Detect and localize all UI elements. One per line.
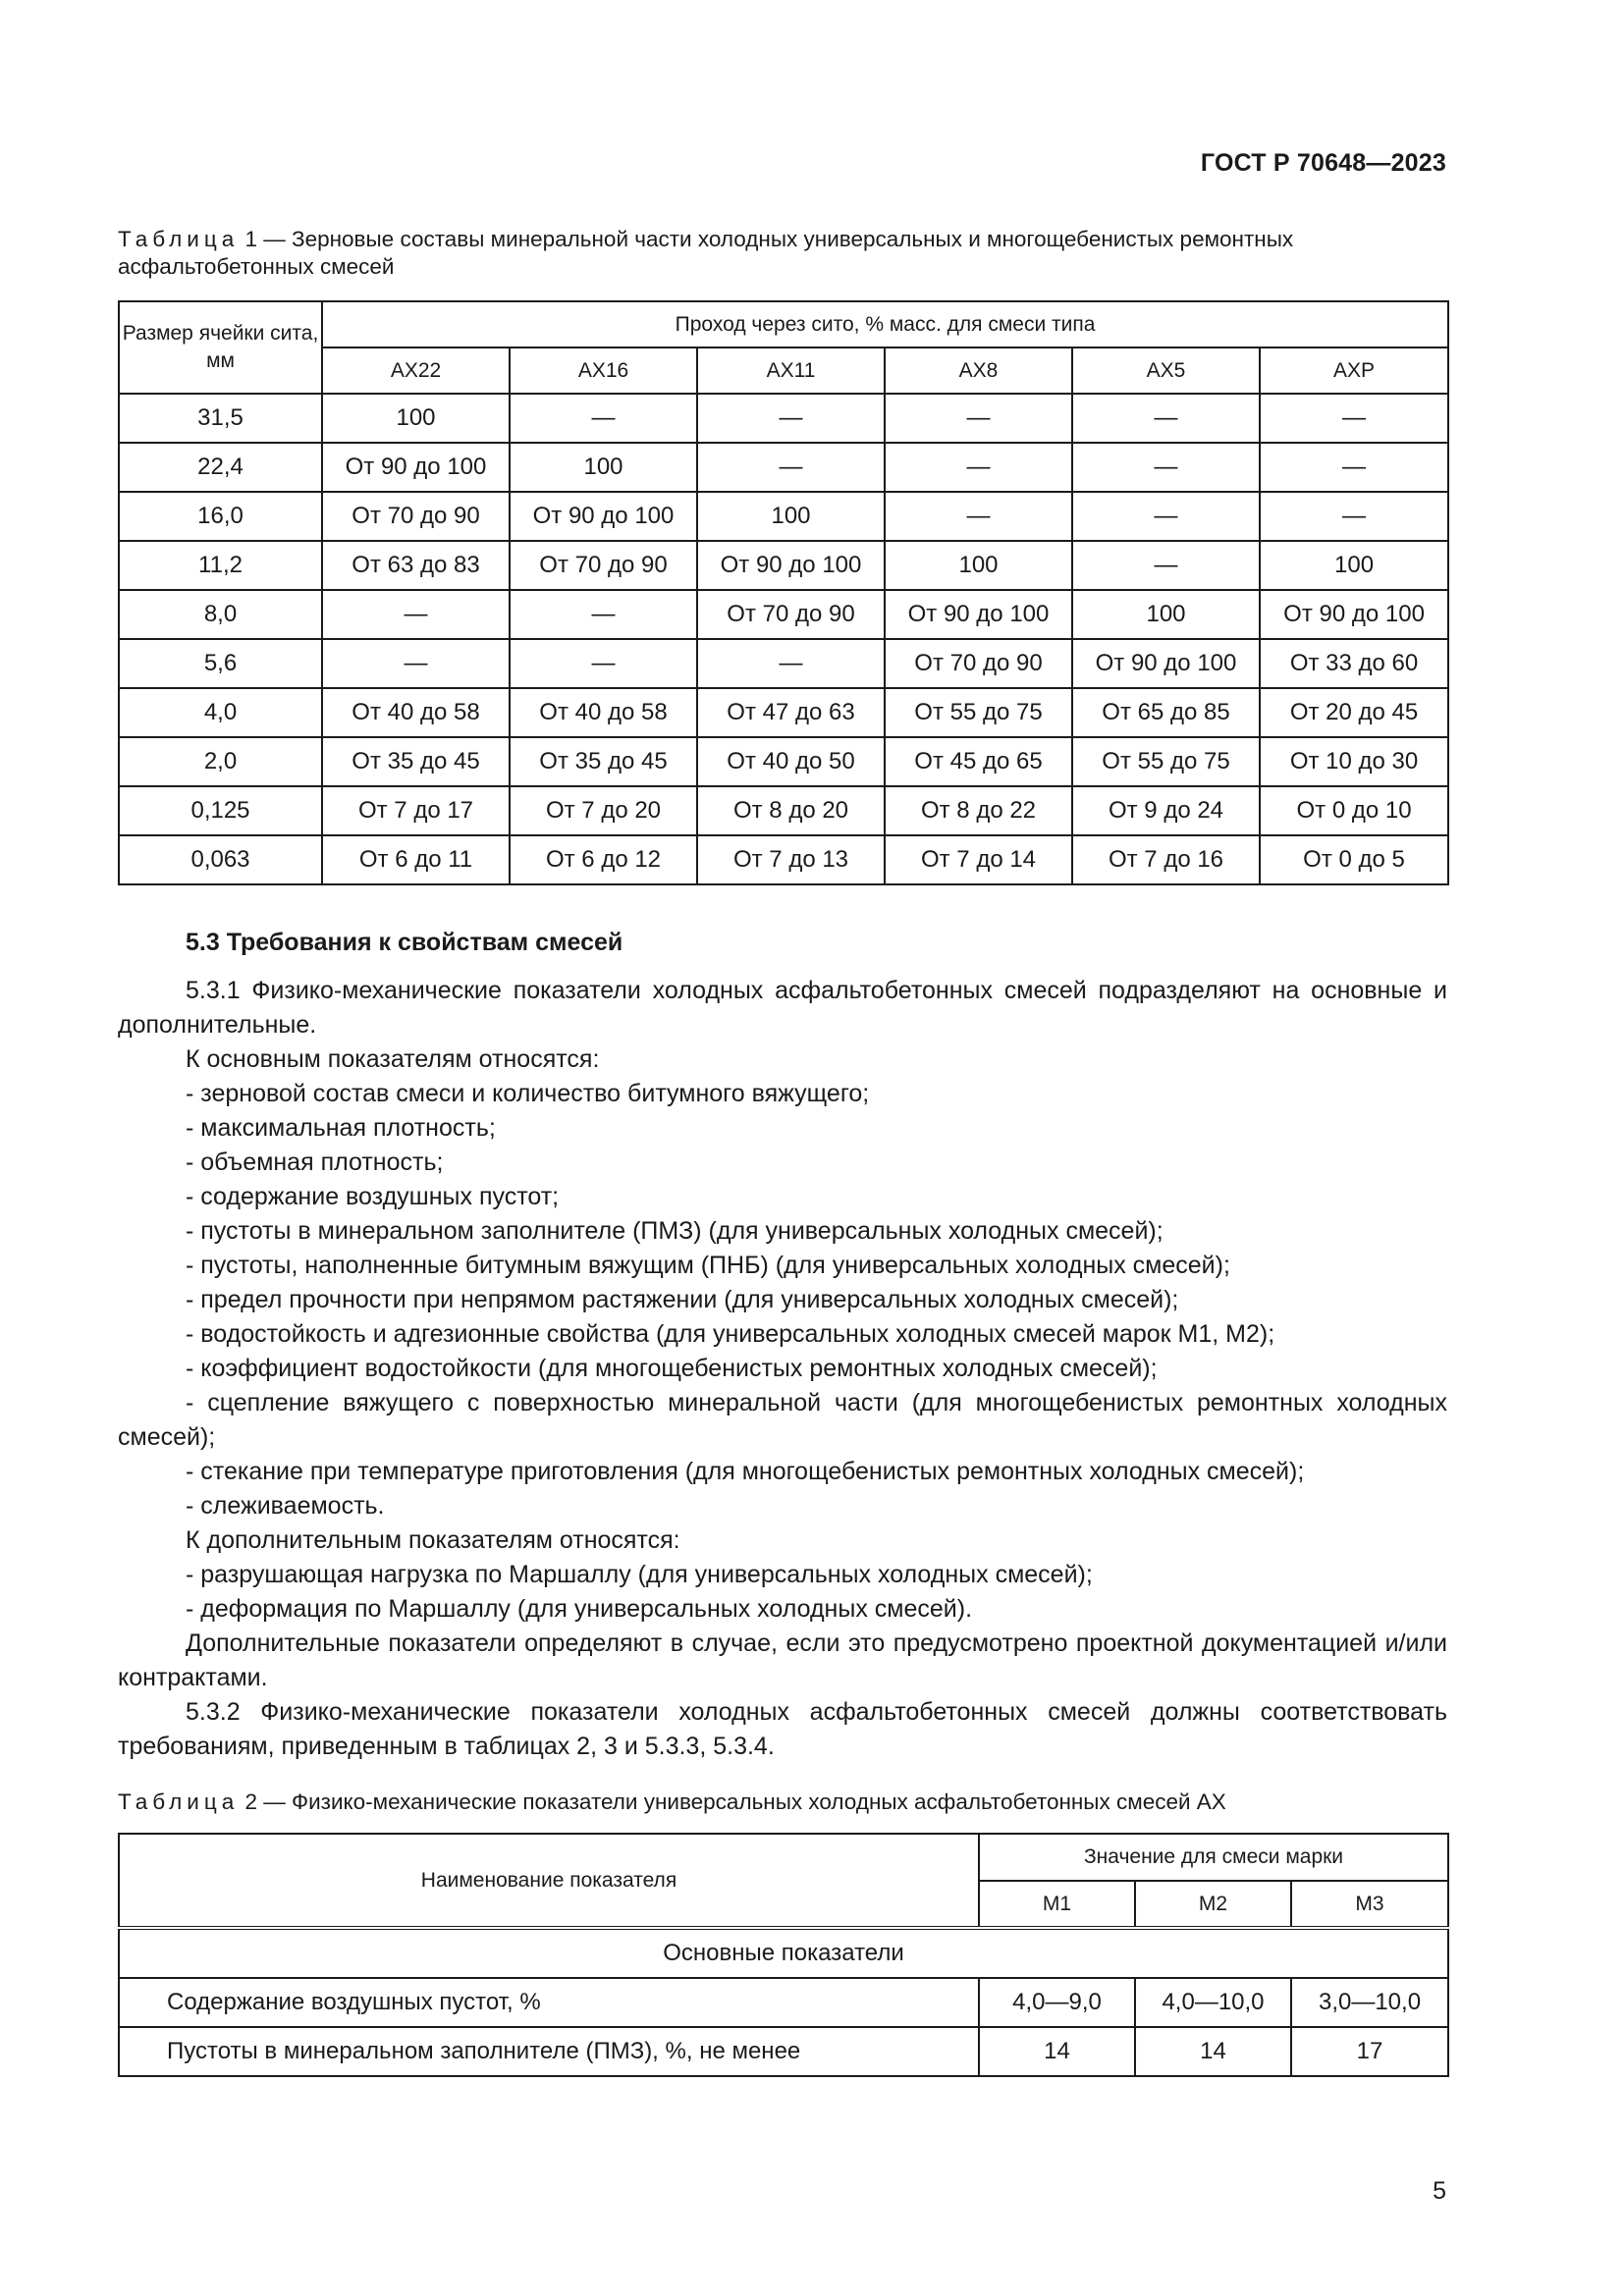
table1-cell: — xyxy=(697,394,885,443)
table1-cell: От 20 до 45 xyxy=(1260,688,1448,737)
table1-cell: — xyxy=(510,394,697,443)
table1-cell: От 9 до 24 xyxy=(1072,786,1260,835)
table1-cell: — xyxy=(1072,492,1260,541)
table1-row xyxy=(119,394,1448,443)
table1-cell: — xyxy=(322,639,510,688)
table1-cell: От 40 до 50 xyxy=(697,737,885,786)
table1-caption xyxy=(118,226,1447,281)
table1-cell: От 90 до 100 xyxy=(697,541,885,590)
table1-cell: — xyxy=(1072,541,1260,590)
table1-cell: — xyxy=(697,443,885,492)
table2-row xyxy=(119,1978,1448,2027)
table1-cell: От 35 до 45 xyxy=(322,737,510,786)
table1-row xyxy=(119,835,1448,884)
table2-row xyxy=(119,2027,1448,2076)
table1-cell: От 63 до 83 xyxy=(322,541,510,590)
table1-cell: От 35 до 45 xyxy=(510,737,697,786)
main-indicators-intro: К основным показателям относятся: xyxy=(186,1045,600,1073)
paragraph-5-3-1: 5.3.1 Физико-механические показатели холодных асфальтобетонных смесей подразделяют на основные и дополнительные. xyxy=(118,977,1447,1039)
table1-cell: От 33 до 60 xyxy=(1260,639,1448,688)
document-header: ГОСТ Р 70648—2023 xyxy=(1200,149,1446,177)
list-item: - пустоты, наполненные битумным вяжущим (ПНБ) (для универсальных холодных смесей); xyxy=(186,1252,1230,1279)
table1-sieve-size: 5,6 xyxy=(119,639,322,688)
table1-sieve-size: 11,2 xyxy=(119,541,322,590)
table2-grade: М3 xyxy=(1291,1881,1448,1928)
table1-cell: От 40 до 58 xyxy=(510,688,697,737)
table1-cell: — xyxy=(322,590,510,639)
table1-cell: От 65 до 85 xyxy=(1072,688,1260,737)
list-item: - слеживаемость. xyxy=(186,1492,385,1520)
list-item: - пустоты в минеральном заполнителе (ПМЗ) (для универсальных холодных смесей); xyxy=(186,1217,1164,1245)
table1-caption-word: Таблица xyxy=(118,227,240,251)
table1-cell: От 47 до 63 xyxy=(697,688,885,737)
table1-mix-type: АХ11 xyxy=(697,347,885,394)
table1-cell: От 40 до 58 xyxy=(322,688,510,737)
table1-sieve-size: 22,4 xyxy=(119,443,322,492)
table1-cell: 100 xyxy=(510,443,697,492)
table1-cell: От 8 до 20 xyxy=(697,786,885,835)
table1-cell: От 70 до 90 xyxy=(510,541,697,590)
table1-sieve-size: 2,0 xyxy=(119,737,322,786)
table2-caption-text: 2 — Физико-механические показатели универсальных холодных асфальтобетонных смесей АХ xyxy=(239,1789,1226,1814)
table1-sieve-size: 0,125 xyxy=(119,786,322,835)
table1-cell: — xyxy=(1260,443,1448,492)
table1-row xyxy=(119,639,1448,688)
section-5-3 xyxy=(118,926,1447,1764)
list-item: - разрушающая нагрузка по Маршаллу (для универсальных холодных смесей); xyxy=(186,1561,1093,1588)
table1-cell: — xyxy=(885,443,1072,492)
page-number: 5 xyxy=(1433,2177,1446,2205)
table1-cell: 100 xyxy=(885,541,1072,590)
table1-sieve-size: 0,063 xyxy=(119,835,322,884)
table1-cell: От 7 до 13 xyxy=(697,835,885,884)
main-indicators-list xyxy=(118,1077,1447,1523)
table1-cell: От 70 до 90 xyxy=(322,492,510,541)
table1-cell: От 45 до 65 xyxy=(885,737,1072,786)
table1-cell: — xyxy=(885,492,1072,541)
table1-sieve-size: 4,0 xyxy=(119,688,322,737)
table1-cell: От 7 до 16 xyxy=(1072,835,1260,884)
table1-cell: От 10 до 30 xyxy=(1260,737,1448,786)
list-item: - объемная плотность; xyxy=(186,1148,444,1176)
table1-cell: От 70 до 90 xyxy=(697,590,885,639)
table1-cell: От 0 до 10 xyxy=(1260,786,1448,835)
table1-cell: 100 xyxy=(322,394,510,443)
table1-mix-type: АХ5 xyxy=(1072,347,1260,394)
table1-cell: — xyxy=(510,639,697,688)
list-item: - водостойкость и адгезионные свойства (для универсальных холодных смесей марок М1, М2); xyxy=(186,1320,1275,1348)
table1-cell: — xyxy=(885,394,1072,443)
list-item: - зерновой состав смеси и количество битумного вяжущего; xyxy=(186,1080,870,1107)
table1-cell: От 90 до 100 xyxy=(1260,590,1448,639)
table1-cell: От 0 до 5 xyxy=(1260,835,1448,884)
list-item: - стекание при температуре приготовления (для многощебенистых ремонтных холодных смесей); xyxy=(186,1458,1305,1485)
table1-mix-type: АХР xyxy=(1260,347,1448,394)
table1-mix-type: АХ8 xyxy=(885,347,1072,394)
table2-cell: 14 xyxy=(979,2027,1135,2076)
table1-header-group: Проход через сито, % масс. для смеси типа xyxy=(322,301,1448,347)
table2-cell: 3,0—10,0 xyxy=(1291,1978,1448,2027)
table1-cell: От 90 до 100 xyxy=(1072,639,1260,688)
table1-mix-type: АХ22 xyxy=(322,347,510,394)
table1-cell: От 7 до 20 xyxy=(510,786,697,835)
extra-indicators-list xyxy=(118,1558,1447,1627)
list-item: - максимальная плотность; xyxy=(186,1114,496,1142)
extra-indicators-intro: К дополнительным показателям относятся: xyxy=(186,1526,680,1554)
list-item: - деформация по Маршаллу (для универсальных холодных смесей). xyxy=(186,1595,973,1623)
table1-cell: 100 xyxy=(1072,590,1260,639)
table1-cell: 100 xyxy=(1260,541,1448,590)
extra-indicators-note: Дополнительные показатели определяют в случае, если это предусмотрено проектной документацией и/или контрактами. xyxy=(118,1629,1447,1691)
table1-row xyxy=(119,541,1448,590)
table1-caption-text: 1 — Зерновые составы минеральной части холодных универсальных и многощебенистых ремонтных асфальтобетонных смесей xyxy=(118,227,1294,279)
table1-row xyxy=(119,590,1448,639)
table2-cell: 4,0—9,0 xyxy=(979,1978,1135,2027)
table1-row xyxy=(119,786,1448,835)
table1-row xyxy=(119,492,1448,541)
table1-cell: От 6 до 12 xyxy=(510,835,697,884)
table2-header-group: Значение для смеси марки xyxy=(979,1834,1448,1881)
table1-cell: От 7 до 17 xyxy=(322,786,510,835)
list-item: - коэффициент водостойкости (для многощебенистых ремонтных холодных смесей); xyxy=(186,1355,1158,1382)
table1-cell: От 90 до 100 xyxy=(510,492,697,541)
table1-sieve-size: 8,0 xyxy=(119,590,322,639)
table2-cell: 4,0—10,0 xyxy=(1135,1978,1291,2027)
table1 xyxy=(118,300,1449,885)
table1-cell: — xyxy=(1072,394,1260,443)
table1-cell: От 90 до 100 xyxy=(322,443,510,492)
table2-caption-word: Таблица xyxy=(118,1789,240,1814)
table1-cell: От 6 до 11 xyxy=(322,835,510,884)
table1-cell: — xyxy=(1072,443,1260,492)
table1-cell: — xyxy=(510,590,697,639)
list-item: - предел прочности при непрямом растяжении (для универсальных холодных смесей); xyxy=(186,1286,1179,1313)
table2-cell: 17 xyxy=(1291,2027,1448,2076)
table2-grade: М1 xyxy=(979,1881,1135,1928)
table2-indicator-name: Пустоты в минеральном заполнителе (ПМЗ), %, не менее xyxy=(119,2027,979,2076)
table1-cell: — xyxy=(1260,492,1448,541)
table1-header-sieve: Размер ячейки сита, мм xyxy=(119,301,322,394)
section-heading: 5.3 Требования к свойствам смесей xyxy=(186,929,623,956)
table1-sieve-size: 16,0 xyxy=(119,492,322,541)
table1-cell: — xyxy=(697,639,885,688)
table2-header-name: Наименование показателя xyxy=(119,1834,979,1928)
table1-cell: От 55 до 75 xyxy=(885,688,1072,737)
table1-cell: От 55 до 75 xyxy=(1072,737,1260,786)
table1-cell: От 7 до 14 xyxy=(885,835,1072,884)
list-item: - сцепление вяжущего с поверхностью минеральной части (для многощебенистых ремонтных холодных смесей); xyxy=(118,1389,1447,1451)
table1-cell: От 70 до 90 xyxy=(885,639,1072,688)
table1-mix-type: АХ16 xyxy=(510,347,697,394)
table2-cell: 14 xyxy=(1135,2027,1291,2076)
table2 xyxy=(118,1833,1449,2077)
table1-cell: От 90 до 100 xyxy=(885,590,1072,639)
table2-grade: М2 xyxy=(1135,1881,1291,1928)
table1-row xyxy=(119,688,1448,737)
list-item: - содержание воздушных пустот; xyxy=(186,1183,560,1210)
table1-sieve-size: 31,5 xyxy=(119,394,322,443)
table1-cell: — xyxy=(1260,394,1448,443)
table1-cell: 100 xyxy=(697,492,885,541)
table2-caption xyxy=(118,1789,1447,1816)
table2-group-row: Основные показатели xyxy=(119,1928,1448,1978)
table2-indicator-name: Содержание воздушных пустот, % xyxy=(119,1978,979,2027)
table1-row xyxy=(119,443,1448,492)
paragraph-5-3-2: 5.3.2 Физико-механические показатели холодных асфальтобетонных смесей должны соответствовать требованиям, приведенным в таблицах 2, 3 и 5.3.3, 5.3.4. xyxy=(118,1698,1447,1760)
table1-cell: От 8 до 22 xyxy=(885,786,1072,835)
table1-row xyxy=(119,737,1448,786)
